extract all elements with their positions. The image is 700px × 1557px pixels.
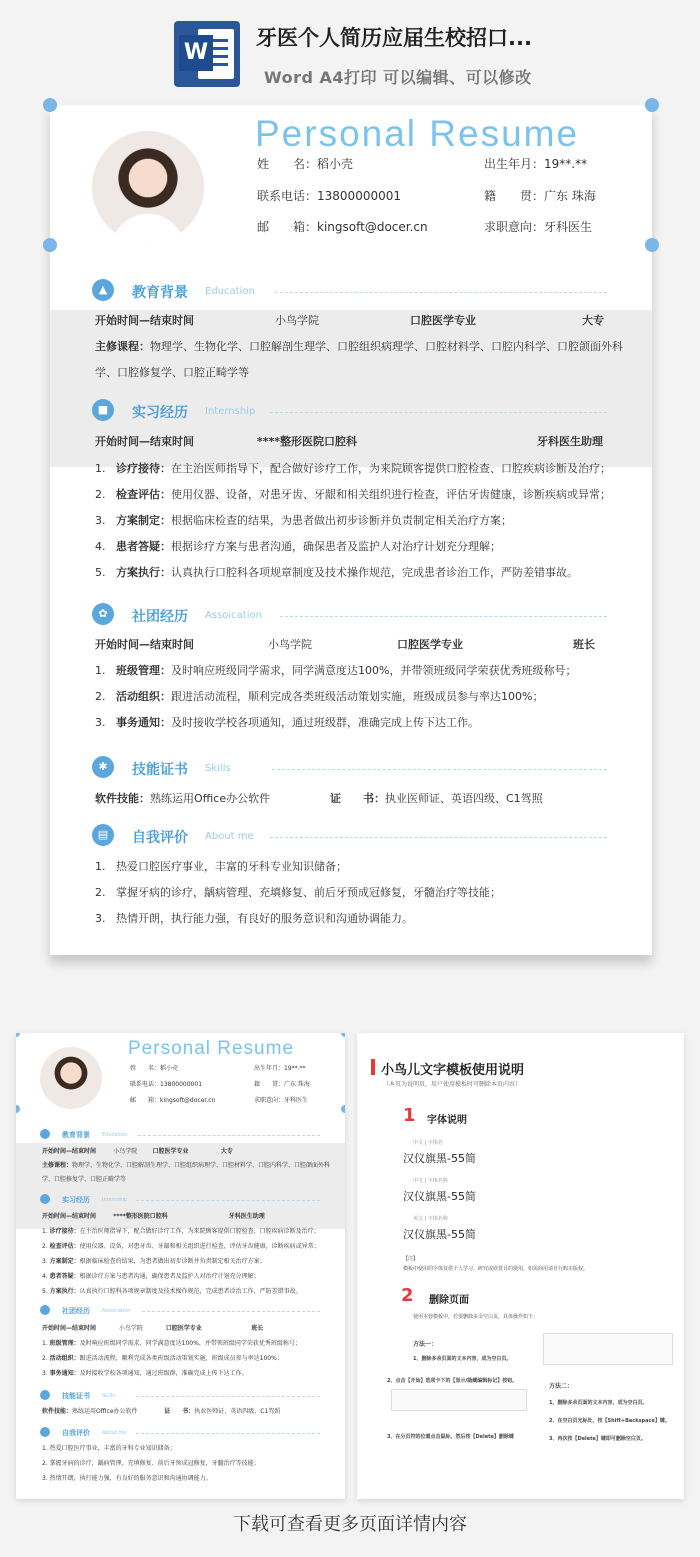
phone-row: 联系电话：13800000001 bbox=[257, 189, 401, 203]
thumb-intern-en: Internship bbox=[102, 1197, 128, 1203]
note-label: 【注】 bbox=[403, 1256, 419, 1262]
section-number-2: 2 bbox=[401, 1285, 414, 1306]
thumb-skills-title: 技能证书 bbox=[62, 1392, 90, 1400]
document-subtitle: Word A4打印 可以编辑、可以修改 bbox=[264, 68, 532, 87]
intern-item-5: 5. 方案执行：认真执行口腔科各项规章制度及技术操作规范，完成患者诊治工作，严防差错事故。 bbox=[95, 566, 578, 579]
word-icon bbox=[174, 21, 240, 87]
thumb-intern-row: 开始时间—结束时间 ****整形医院口腔科 牙科医生助理 bbox=[42, 1213, 265, 1220]
thumb-assoc-title: 社团经历 bbox=[62, 1307, 90, 1315]
font-label-3: 英文 | 字体名称 bbox=[413, 1216, 448, 1222]
birth-row: 出生年月：19**.** bbox=[484, 157, 588, 171]
thumb-name: 姓 名：稻小壳 bbox=[130, 1065, 179, 1072]
thumb-edu-row: 开始时间—结束时间 小鸟学院 口腔医学专业 大专 bbox=[42, 1148, 233, 1155]
thumb-assoc-row: 开始时间—结束时间 小鸟学院 口腔医学专业 班长 bbox=[42, 1325, 264, 1332]
resize-handle-top-right[interactable] bbox=[341, 1033, 345, 1037]
resize-handle-top-left[interactable] bbox=[16, 1033, 20, 1037]
font-label-1: 中文 | 字体名 bbox=[413, 1140, 443, 1146]
book-icon bbox=[40, 1427, 50, 1437]
guide-page-thumbnail[interactable] bbox=[357, 1033, 684, 1499]
thumb-about-en: About me bbox=[102, 1430, 127, 1436]
gear-icon bbox=[40, 1305, 50, 1315]
thumb-divider bbox=[136, 1396, 320, 1397]
font-name-1: 汉仪旗黑-55简 bbox=[403, 1152, 476, 1165]
method-one-step3: 3、在分页符的位置点击鼠标，然后按【Delete】删除键 bbox=[387, 1434, 514, 1440]
about-en: About me bbox=[205, 831, 254, 842]
skills-title: 技能证书 bbox=[132, 762, 188, 778]
name-row: 姓 名：稻小壳 bbox=[257, 157, 354, 171]
thumb-about-1: 1. 热爱口腔医疗事业，丰富的牙科专业知识储备； bbox=[42, 1445, 176, 1452]
briefcase-icon bbox=[40, 1194, 50, 1204]
guide-title: 小鸟儿文字模板使用说明 bbox=[381, 1063, 525, 1078]
intern-item-2: 2. 检查评估：使用仪器、设备，对患牙齿、牙龈和相关组织进行检查，评估牙齿健康，诊断疾病或异常； bbox=[95, 488, 611, 501]
method-two-label: 方法二： bbox=[549, 1383, 574, 1390]
font-note: 模板中使用的字体仅供个人学习、研究或欣赏目的使用，如需商用请自行购买版权。 bbox=[403, 1266, 589, 1272]
profile-photo bbox=[92, 131, 204, 243]
resize-handle-top-right[interactable] bbox=[645, 98, 659, 112]
intern-item-4: 4. 患者答疑：根据诊疗方案与患者沟通，确保患者及监护人对治疗计划充分理解； bbox=[95, 540, 501, 553]
thumb-divider bbox=[136, 1200, 320, 1201]
assoc-item-3: 3. 事务通知：及时接收学校各项通知，通过班级群，准确完成上传下达工作。 bbox=[95, 716, 479, 729]
internship-title: 实习经历 bbox=[132, 405, 188, 421]
delete-desc: 使用本套模板中，若要删除多余空白页，具体操作如下： bbox=[413, 1314, 539, 1320]
thumb-phone: 联系电话：13800000001 bbox=[130, 1081, 203, 1088]
thumb-assoc-en: Assoication bbox=[102, 1308, 131, 1314]
assoc-role: 班长 bbox=[573, 638, 595, 651]
font-label-2: 中文 | 字体名称 bbox=[413, 1178, 448, 1184]
thumb-intern-3: 3. 方案制定：根据临床检查的结果，为患者做出初步诊断并负责制定相关治疗方案； bbox=[42, 1258, 266, 1265]
title-accent-bar bbox=[371, 1059, 375, 1075]
native-row: 籍 贯：广东 珠海 bbox=[484, 189, 596, 203]
settings-icon bbox=[40, 1390, 50, 1400]
assoc-period: 开始时间—结束时间 bbox=[95, 638, 194, 651]
thumb-intern-title: 实习经历 bbox=[62, 1196, 90, 1204]
association-title: 社团经历 bbox=[132, 609, 188, 625]
thumb-email: 邮 箱：kingsoft@docer.cn bbox=[130, 1097, 216, 1104]
resize-handle-mid-right[interactable] bbox=[341, 1105, 345, 1113]
edu-courses-line1: 主修课程：物理学、生物化学、口腔解剖生理学、口腔组织病理学、口腔材料学、口腔内科学、口腔颌面外科 bbox=[95, 340, 623, 353]
thumb-assoc-1: 1. 班级管理：及时响应班级同学需求，同学满意度达100%，并带领班级同学荣获优秀班级称号； bbox=[42, 1340, 301, 1347]
settings-icon: ✱ bbox=[92, 756, 114, 778]
about-item-1: 1. 热爱口腔医疗事业，丰富的牙科专业知识储备； bbox=[95, 860, 347, 873]
thumb-native: 籍 贯：广东 珠海 bbox=[254, 1081, 310, 1088]
section-divider bbox=[280, 616, 607, 617]
cap-icon: ▲ bbox=[92, 279, 114, 301]
education-title: 教育背景 bbox=[132, 285, 188, 301]
thumb-divider bbox=[138, 1135, 320, 1136]
email-row: 邮 箱：kingsoft@docer.cn bbox=[257, 220, 428, 234]
section-divider bbox=[275, 292, 607, 293]
document-screenshot bbox=[543, 1333, 673, 1365]
edu-degree: 大专 bbox=[582, 314, 604, 327]
skill-certificates: 证 书：执业医师证、英语四级、C1驾照 bbox=[330, 792, 543, 805]
thumb-about-title: 自我评价 bbox=[62, 1429, 90, 1437]
thumb-intern-1: 1. 诊疗接待：在主治医师指导下，配合做好诊疗工作，为来院顾客提供口腔检查、口腔疾病诊断及治疗； bbox=[42, 1228, 320, 1235]
assoc-item-2: 2. 活动组织：跟进活动流程，顺利完成各类班级活动策划实施，班级成员参与率达100%； bbox=[95, 690, 544, 703]
thumb-job: 求职意向：牙科医生 bbox=[254, 1097, 309, 1104]
intern-org: ****整形医院口腔科 bbox=[257, 435, 358, 448]
thumb-assoc-2: 2. 活动组织：跟进活动流程，顺利完成各类班级活动策划实施，班级成员参与率达100%； bbox=[42, 1355, 283, 1362]
thumb-about-2: 2. 掌握牙病的诊疗，龋病管理、充填修复、前后牙预成冠修复，牙髓治疗等技能； bbox=[42, 1460, 260, 1467]
assoc-item-1: 1. 班级管理：及时响应班级同学需求，同学满意度达100%，并带领班级同学荣获优秀班级称号； bbox=[95, 664, 577, 677]
thumb-intern-2: 2. 检查评估：使用仪器、设备，对患牙齿、牙龈和相关组织进行检查，评估牙齿健康，诊断疾病或异常； bbox=[42, 1243, 320, 1250]
briefcase-icon: ■ bbox=[92, 399, 114, 421]
internship-en: Internship bbox=[205, 406, 256, 417]
thumb-edu-title: 教育背景 bbox=[62, 1131, 90, 1139]
thumb-assoc-3: 3. 事务通知：及时接收学校各项通知，通过班级群，准确完成上传下达工作。 bbox=[42, 1370, 248, 1377]
intern-period: 开始时间—结束时间 bbox=[95, 435, 194, 448]
font-section-title: 字体说明 bbox=[427, 1115, 467, 1126]
section-divider bbox=[270, 837, 607, 838]
section-divider bbox=[272, 769, 607, 770]
resize-handle-mid-right[interactable] bbox=[645, 238, 659, 252]
edu-courses-line2: 学、口腔修复学、口腔正畸学等 bbox=[95, 366, 249, 379]
thumb-edu-courses2: 学、口腔修复学、口腔正畸学等 bbox=[42, 1176, 127, 1183]
thumb-edu-courses1: 主修课程：物理学、生物化学、口腔解剖生理学、口腔组织病理学、口腔材料学、口腔内科学、口腔颌面外科 bbox=[42, 1162, 331, 1169]
thumb-skill-row: 软件技能：熟练运用Office办公软件 证 书：执业医师证、英语四级、C1驾照 bbox=[42, 1408, 281, 1415]
thumb-about-3: 3. 热情开朗，执行能力强，有良好的服务意识和沟通协调能力。 bbox=[42, 1475, 212, 1482]
thumb-divider bbox=[136, 1433, 320, 1434]
intern-role: 牙科医生助理 bbox=[537, 435, 603, 448]
document-title[interactable]: 牙医个人简历应届生校招口... bbox=[256, 26, 532, 50]
about-item-2: 2. 掌握牙病的诊疗，龋病管理、充填修复、前后牙预成冠修复，牙髓治疗等技能； bbox=[95, 886, 501, 899]
font-name-3: 汉仪旗黑-55简 bbox=[403, 1228, 476, 1241]
file-header bbox=[0, 0, 700, 100]
intern-item-1: 1. 诊疗接待：在主治医师指导下，配合做好诊疗工作，为来院顾客提供口腔检查、口腔疾病诊断及治疗； bbox=[95, 462, 611, 475]
assoc-org: 小鸟学院 bbox=[268, 638, 312, 651]
thumb-edu-en: Education bbox=[102, 1132, 127, 1138]
thumb-intern-4: 4. 患者答疑：根据诊疗方案与患者沟通，确保患者及监护人对治疗计划充分理解； bbox=[42, 1273, 260, 1280]
font-name-2: 汉仪旗黑-55简 bbox=[403, 1190, 476, 1203]
about-item-3: 3. 热情开朗，执行能力强，有良好的服务意识和沟通协调能力。 bbox=[95, 912, 413, 925]
section-number-1: 1 bbox=[403, 1105, 416, 1126]
education-en: Education bbox=[205, 286, 255, 297]
resize-handle-mid-left[interactable] bbox=[43, 238, 57, 252]
thumb-divider bbox=[142, 1311, 320, 1312]
assoc-major: 口腔医学专业 bbox=[397, 638, 463, 651]
method-two-step1: 1、删除多余页面的文本内容，成为空白页。 bbox=[549, 1400, 648, 1406]
method-one-label: 方法一： bbox=[413, 1341, 438, 1348]
thumb-birth: 出生年月：19**.** bbox=[254, 1065, 306, 1072]
edu-major: 口腔医学专业 bbox=[410, 314, 476, 327]
method-one-step1: 1、删除多余页面的文本内容，成为空白页。 bbox=[413, 1356, 512, 1362]
skill-software: 软件技能：熟练运用Office办公软件 bbox=[95, 792, 271, 805]
resume-page-preview[interactable] bbox=[50, 105, 652, 955]
resize-handle-mid-left[interactable] bbox=[16, 1105, 20, 1113]
thumb-profile-photo bbox=[40, 1047, 102, 1109]
association-en: Assoication bbox=[205, 610, 262, 621]
word-letter: W bbox=[179, 35, 213, 71]
job-row: 求职意向：牙科医生 bbox=[484, 220, 593, 234]
resume-page-thumbnail[interactable] bbox=[16, 1033, 345, 1499]
cap-icon bbox=[40, 1129, 50, 1139]
resize-handle-top-left[interactable] bbox=[43, 98, 57, 112]
skills-en: Skills bbox=[205, 763, 231, 774]
method-two-step2: 2、在空白页光标处，按【Shift+Backspace】键。 bbox=[549, 1418, 670, 1424]
thumb-skills-en: Skills bbox=[102, 1393, 115, 1399]
about-title: 自我评价 bbox=[132, 830, 188, 846]
method-one-step2: 2、点击【开始】选项卡下的【显示/隐藏编辑标记】按钮。 bbox=[387, 1378, 518, 1384]
resume-title: Personal Resume bbox=[255, 113, 580, 154]
book-icon: ▤ bbox=[92, 824, 114, 846]
delete-section-title: 删除页面 bbox=[429, 1295, 469, 1306]
method-two-step3: 3、再次按【Delete】键即可删除空白页。 bbox=[549, 1436, 646, 1442]
footer-caption: 下载可查看更多页面详情内容 bbox=[233, 1514, 467, 1535]
toolbar-screenshot bbox=[391, 1389, 527, 1411]
thumb-resume-title: Personal Resume bbox=[128, 1038, 295, 1059]
edu-period: 开始时间—结束时间 bbox=[95, 314, 194, 327]
intern-item-3: 3. 方案制定：根据临床检查的结果，为患者做出初步诊断并负责制定相关治疗方案； bbox=[95, 514, 512, 527]
gear-icon: ✿ bbox=[92, 603, 114, 625]
section-divider bbox=[270, 412, 607, 413]
thumb-intern-5: 5. 方案执行：认真执行口腔科各项规章制度及技术操作规范，完成患者诊治工作，严防差错事故。 bbox=[42, 1288, 302, 1295]
edu-school: 小鸟学院 bbox=[275, 314, 319, 327]
guide-subtitle: （本页为说明页，用户使用模板时可删除本页内容） bbox=[383, 1081, 522, 1088]
